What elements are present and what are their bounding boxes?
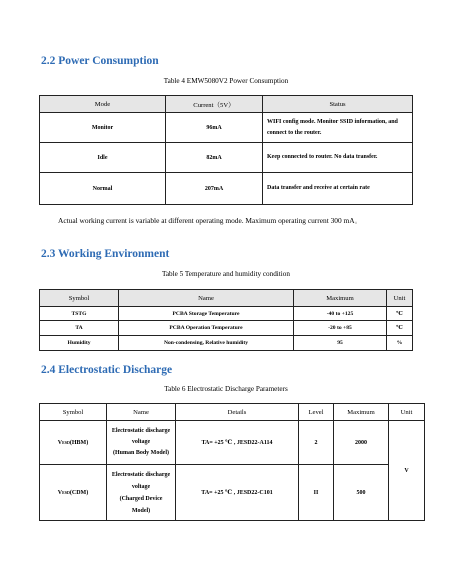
col-header-status: Status <box>263 96 413 113</box>
cell-level: II <box>299 465 334 521</box>
col-header-name: Name <box>107 404 176 421</box>
cell-details: TA= +25 ℃ , JESD22-A114 <box>176 421 299 465</box>
cell-symbol <box>40 465 107 521</box>
cell-name: PCBA Storage Temperature <box>119 307 294 321</box>
cell-name: Non-condensing, Relative humidity <box>119 336 294 351</box>
symbol-model: (CDM) <box>69 489 89 496</box>
table-row <box>40 173 413 205</box>
table6-caption: Table 6 Electrostatic Discharge Parameters <box>164 385 288 393</box>
symbol-letter: V <box>57 439 63 446</box>
cell-unit: ℃ <box>387 307 413 321</box>
col-header-name: Name <box>119 290 294 307</box>
cell-level: 2 <box>299 421 334 465</box>
col-header-symbol: Symbol <box>40 404 107 421</box>
power-note <box>58 215 362 226</box>
cell-unit: V <box>389 421 425 521</box>
name-line: (Human Body Model) <box>112 450 169 456</box>
name-line: voltage <box>131 439 151 445</box>
table5-caption: Table 5 Temperature and humidity condition <box>161 270 290 278</box>
name-line: Electrostatic discharge <box>111 471 171 478</box>
cell-maximum: 500 <box>334 465 389 521</box>
cell-current: 207mA <box>166 173 263 205</box>
cell-unit: % <box>387 336 413 351</box>
symbol-subscript: ESD <box>62 439 70 445</box>
name-line: Electrostatic discharge <box>111 428 171 434</box>
cell-status: WIFI config mode. Monitor SSID information, and connect to the router. <box>263 113 413 143</box>
table4-caption: Table 4 EMW5080V2 Power Consumption <box>163 77 289 85</box>
cell-current: 96mA <box>166 113 263 143</box>
table-row <box>40 307 413 321</box>
section-heading-power: 2.2 Power Consumption <box>41 55 159 67</box>
table-row <box>40 465 425 521</box>
col-header-mode: Mode <box>40 96 166 113</box>
symbol-letter: V <box>57 489 63 496</box>
cell-symbol: Humidity <box>40 336 119 351</box>
table-row <box>40 143 413 173</box>
cell-maximum: 95 <box>294 336 387 351</box>
cell-maximum: -20 to +85 <box>294 321 387 336</box>
col-header-symbol: Symbol <box>40 290 119 307</box>
cell-details: TA= +25 ℃ , JESD22-C101 <box>176 465 299 521</box>
col-header-level: Level <box>299 404 334 421</box>
cell-symbol <box>40 421 107 465</box>
col-header-maximum: Maximum <box>334 404 389 421</box>
cell-name: PCBA Operation Temperature <box>119 321 294 336</box>
cell-mode: Monitor <box>40 113 166 143</box>
cell-name <box>107 421 176 465</box>
power-note-text: Actual working current is variable at different operating mode. Maximum operating current 300 mA <box>58 216 355 225</box>
cell-symbol: TSTG <box>40 307 119 321</box>
cell-current: 82mA <box>166 143 263 173</box>
table-row <box>40 336 413 351</box>
name-line: (Charged Device <box>119 495 163 502</box>
col-header-unit: Unit <box>387 290 413 307</box>
symbol-subscript: ESD <box>62 489 70 495</box>
section-heading-env: 2.3 Working Environment <box>41 248 170 260</box>
power-note-end: 。 <box>354 216 363 225</box>
cell-maximum: 2000 <box>334 421 389 465</box>
cell-mode: Normal <box>40 173 166 205</box>
col-header-maximum: Maximum <box>294 290 387 307</box>
name-line: voltage <box>131 483 151 490</box>
table-row <box>40 321 413 336</box>
section-heading-esd: 2.4 Electrostatic Discharge <box>41 364 173 376</box>
environment-table <box>39 289 413 351</box>
col-header-details: Details <box>176 404 299 421</box>
cell-mode: Idle <box>40 143 166 173</box>
col-header-unit: Unit <box>389 404 425 421</box>
table-row <box>40 113 413 143</box>
table-row <box>40 421 425 465</box>
cell-unit: ℃ <box>387 321 413 336</box>
name-line: Model) <box>131 507 151 514</box>
cell-maximum: -40 to +125 <box>294 307 387 321</box>
power-table <box>39 95 413 205</box>
symbol-model: (HBM) <box>69 439 89 446</box>
cell-status: Keep connected to router. No data transfer. <box>263 143 413 173</box>
cell-name <box>107 465 176 521</box>
cell-status: Data transfer and receive at certain rate <box>263 173 413 205</box>
esd-table <box>39 403 425 521</box>
cell-symbol: TA <box>40 321 119 336</box>
col-header-current: Current（5V） <box>166 96 263 113</box>
